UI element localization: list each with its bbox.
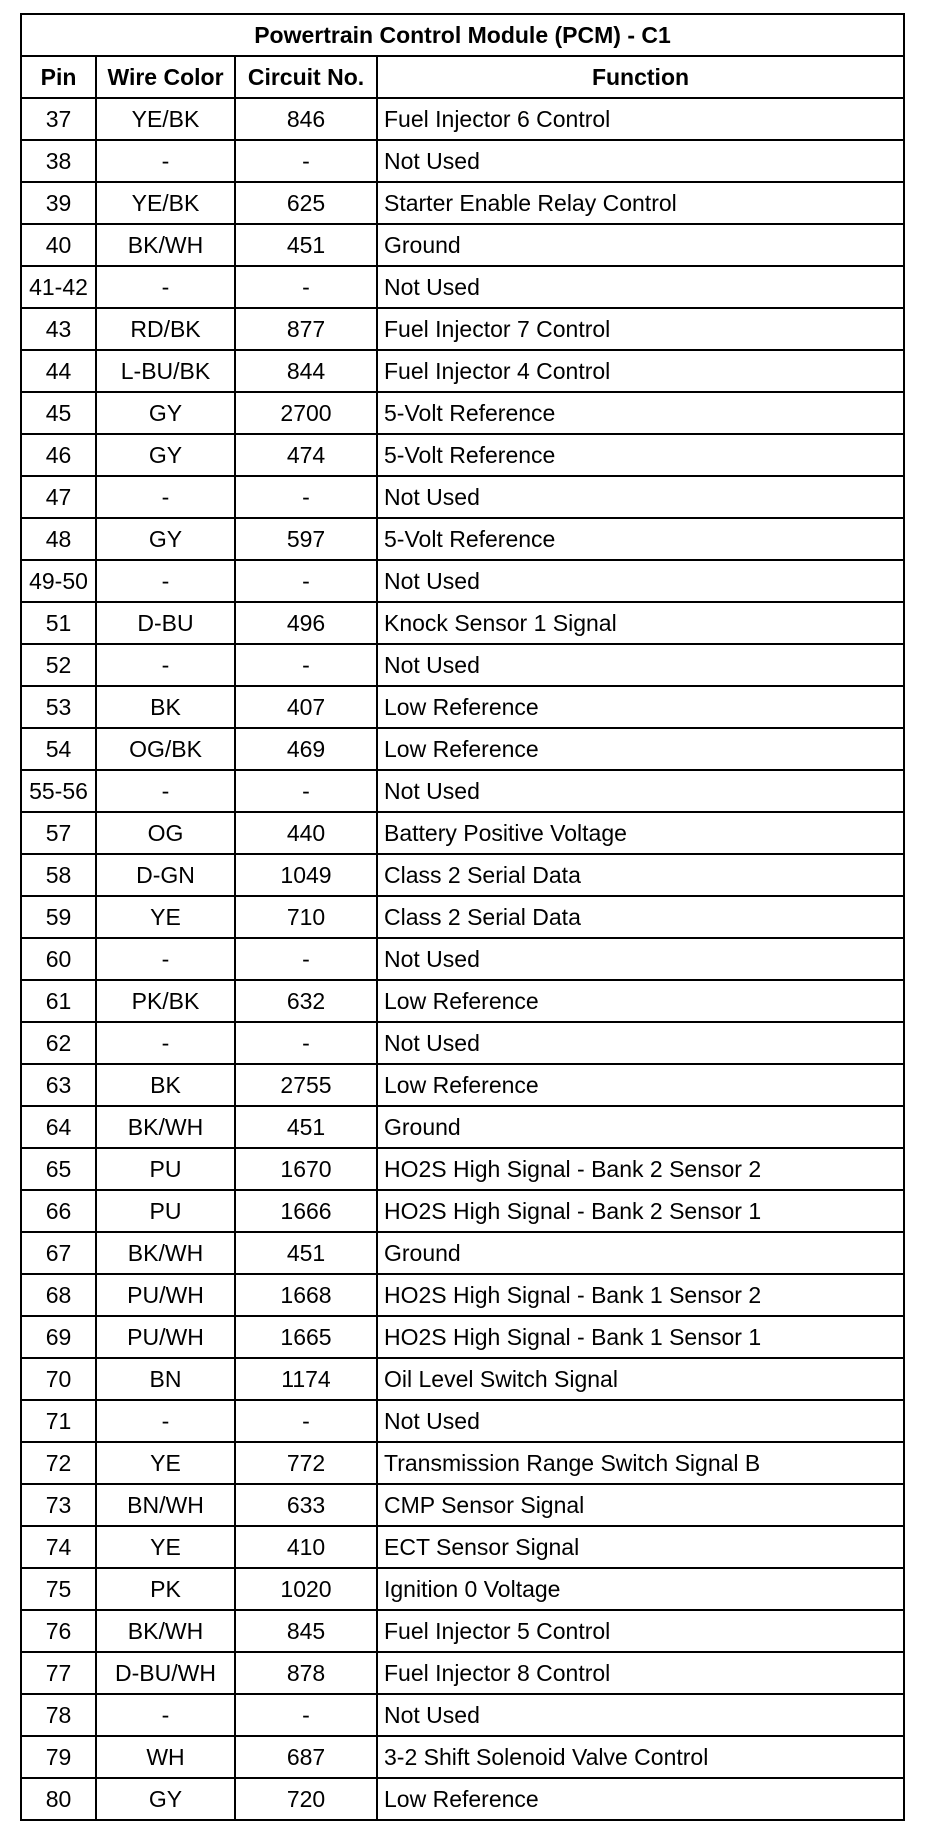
circuit-no-cell: 772: [235, 1442, 377, 1484]
circuit-no-cell: 440: [235, 812, 377, 854]
function-cell: Class 2 Serial Data: [377, 854, 904, 896]
pin-cell: 49-50: [21, 560, 96, 602]
pin-cell: 39: [21, 182, 96, 224]
circuit-no-cell: -: [235, 1400, 377, 1442]
function-cell: 5-Volt Reference: [377, 392, 904, 434]
header-row: [21, 56, 904, 98]
table-row: [21, 1610, 904, 1652]
wire-color-cell: -: [96, 140, 235, 182]
table-row: [21, 266, 904, 308]
wire-color-cell: OG: [96, 812, 235, 854]
circuit-no-cell: 496: [235, 602, 377, 644]
table-row: [21, 1316, 904, 1358]
header-circuit-no: Circuit No.: [235, 56, 377, 98]
pin-cell: 59: [21, 896, 96, 938]
pin-cell: 62: [21, 1022, 96, 1064]
wire-color-cell: -: [96, 266, 235, 308]
wire-color-cell: PK/BK: [96, 980, 235, 1022]
wire-color-cell: -: [96, 938, 235, 980]
title-row: [21, 14, 904, 56]
wire-color-cell: BK/WH: [96, 1106, 235, 1148]
pin-cell: 67: [21, 1232, 96, 1274]
wire-color-cell: YE: [96, 1526, 235, 1568]
table-row: [21, 434, 904, 476]
header-pin: Pin: [21, 56, 96, 98]
function-cell: Starter Enable Relay Control: [377, 182, 904, 224]
circuit-no-cell: 1174: [235, 1358, 377, 1400]
wire-color-cell: -: [96, 644, 235, 686]
pin-cell: 78: [21, 1694, 96, 1736]
circuit-no-cell: 846: [235, 98, 377, 140]
header-function: Function: [377, 56, 904, 98]
circuit-no-cell: -: [235, 266, 377, 308]
circuit-no-cell: 469: [235, 728, 377, 770]
table-row: [21, 1694, 904, 1736]
wire-color-cell: -: [96, 1400, 235, 1442]
circuit-no-cell: 625: [235, 182, 377, 224]
pin-cell: 80: [21, 1778, 96, 1820]
function-cell: HO2S High Signal - Bank 2 Sensor 2: [377, 1148, 904, 1190]
circuit-no-cell: 1668: [235, 1274, 377, 1316]
table-row: [21, 560, 904, 602]
function-cell: Fuel Injector 6 Control: [377, 98, 904, 140]
pin-cell: 53: [21, 686, 96, 728]
function-cell: Ignition 0 Voltage: [377, 1568, 904, 1610]
table-row: [21, 1526, 904, 1568]
pin-cell: 61: [21, 980, 96, 1022]
circuit-no-cell: -: [235, 644, 377, 686]
pin-cell: 51: [21, 602, 96, 644]
function-cell: Not Used: [377, 938, 904, 980]
circuit-no-cell: -: [235, 1022, 377, 1064]
wire-color-cell: GY: [96, 1778, 235, 1820]
table-row: [21, 854, 904, 896]
function-cell: Knock Sensor 1 Signal: [377, 602, 904, 644]
circuit-no-cell: 451: [235, 1106, 377, 1148]
circuit-no-cell: 878: [235, 1652, 377, 1694]
circuit-no-cell: 1020: [235, 1568, 377, 1610]
table-row: [21, 1274, 904, 1316]
wire-color-cell: WH: [96, 1736, 235, 1778]
wire-color-cell: -: [96, 770, 235, 812]
pin-cell: 64: [21, 1106, 96, 1148]
circuit-no-cell: 1670: [235, 1148, 377, 1190]
pin-cell: 66: [21, 1190, 96, 1232]
wire-color-cell: YE: [96, 1442, 235, 1484]
pin-cell: 68: [21, 1274, 96, 1316]
wire-color-cell: -: [96, 476, 235, 518]
function-cell: Battery Positive Voltage: [377, 812, 904, 854]
pin-cell: 70: [21, 1358, 96, 1400]
table-row: [21, 1106, 904, 1148]
function-cell: Oil Level Switch Signal: [377, 1358, 904, 1400]
circuit-no-cell: -: [235, 1694, 377, 1736]
pin-cell: 58: [21, 854, 96, 896]
circuit-no-cell: 451: [235, 1232, 377, 1274]
wire-color-cell: RD/BK: [96, 308, 235, 350]
wire-color-cell: YE/BK: [96, 182, 235, 224]
function-cell: Ground: [377, 224, 904, 266]
circuit-no-cell: -: [235, 770, 377, 812]
function-cell: Not Used: [377, 476, 904, 518]
table-row: [21, 350, 904, 392]
function-cell: Not Used: [377, 1400, 904, 1442]
wire-color-cell: PK: [96, 1568, 235, 1610]
table-row: [21, 812, 904, 854]
function-cell: Not Used: [377, 770, 904, 812]
circuit-no-cell: 1665: [235, 1316, 377, 1358]
circuit-no-cell: 1049: [235, 854, 377, 896]
table-row: [21, 1484, 904, 1526]
table-title: Powertrain Control Module (PCM) - C1: [21, 14, 904, 56]
circuit-no-cell: 407: [235, 686, 377, 728]
pin-cell: 37: [21, 98, 96, 140]
wire-color-cell: BK/WH: [96, 1232, 235, 1274]
wire-color-cell: GY: [96, 392, 235, 434]
wire-color-cell: PU: [96, 1190, 235, 1232]
wire-color-cell: YE/BK: [96, 98, 235, 140]
wire-color-cell: D-BU/WH: [96, 1652, 235, 1694]
wire-color-cell: -: [96, 1022, 235, 1064]
pin-cell: 38: [21, 140, 96, 182]
table-row: [21, 1148, 904, 1190]
circuit-no-cell: 1666: [235, 1190, 377, 1232]
circuit-no-cell: 720: [235, 1778, 377, 1820]
pin-cell: 75: [21, 1568, 96, 1610]
wire-color-cell: YE: [96, 896, 235, 938]
circuit-no-cell: 2700: [235, 392, 377, 434]
function-cell: Low Reference: [377, 1778, 904, 1820]
table-row: [21, 182, 904, 224]
table-row: [21, 518, 904, 560]
pin-cell: 46: [21, 434, 96, 476]
wire-color-cell: BN/WH: [96, 1484, 235, 1526]
wire-color-cell: BK/WH: [96, 1610, 235, 1652]
function-cell: Fuel Injector 8 Control: [377, 1652, 904, 1694]
wire-color-cell: -: [96, 560, 235, 602]
function-cell: Low Reference: [377, 728, 904, 770]
wire-color-cell: L-BU/BK: [96, 350, 235, 392]
circuit-no-cell: 597: [235, 518, 377, 560]
table-row: [21, 1232, 904, 1274]
table-row: [21, 1064, 904, 1106]
circuit-no-cell: 633: [235, 1484, 377, 1526]
pin-cell: 40: [21, 224, 96, 266]
table-row: [21, 980, 904, 1022]
circuit-no-cell: -: [235, 476, 377, 518]
circuit-no-cell: -: [235, 938, 377, 980]
table-row: [21, 1442, 904, 1484]
table-row: [21, 1022, 904, 1064]
pin-cell: 45: [21, 392, 96, 434]
table-row: [21, 224, 904, 266]
wire-color-cell: OG/BK: [96, 728, 235, 770]
circuit-no-cell: -: [235, 140, 377, 182]
function-cell: Fuel Injector 7 Control: [377, 308, 904, 350]
pcm-connector-table: [20, 13, 905, 1821]
function-cell: HO2S High Signal - Bank 2 Sensor 1: [377, 1190, 904, 1232]
circuit-no-cell: 632: [235, 980, 377, 1022]
table-row: [21, 98, 904, 140]
table-row: [21, 602, 904, 644]
function-cell: Not Used: [377, 1022, 904, 1064]
pin-cell: 52: [21, 644, 96, 686]
function-cell: Class 2 Serial Data: [377, 896, 904, 938]
function-cell: Fuel Injector 5 Control: [377, 1610, 904, 1652]
wire-color-cell: BK: [96, 1064, 235, 1106]
pin-cell: 55-56: [21, 770, 96, 812]
function-cell: Not Used: [377, 560, 904, 602]
wire-color-cell: BN: [96, 1358, 235, 1400]
pin-cell: 57: [21, 812, 96, 854]
function-cell: ECT Sensor Signal: [377, 1526, 904, 1568]
pin-cell: 71: [21, 1400, 96, 1442]
pin-cell: 43: [21, 308, 96, 350]
pin-cell: 54: [21, 728, 96, 770]
pin-cell: 72: [21, 1442, 96, 1484]
circuit-no-cell: -: [235, 560, 377, 602]
header-wire-color: Wire Color: [96, 56, 235, 98]
function-cell: Ground: [377, 1232, 904, 1274]
table-body: [21, 98, 904, 1820]
function-cell: Low Reference: [377, 980, 904, 1022]
table-row: [21, 1736, 904, 1778]
circuit-no-cell: 474: [235, 434, 377, 476]
function-cell: HO2S High Signal - Bank 1 Sensor 2: [377, 1274, 904, 1316]
circuit-no-cell: 2755: [235, 1064, 377, 1106]
table-row: [21, 140, 904, 182]
circuit-no-cell: 844: [235, 350, 377, 392]
pin-cell: 69: [21, 1316, 96, 1358]
pin-cell: 60: [21, 938, 96, 980]
pin-cell: 41-42: [21, 266, 96, 308]
table-row: [21, 476, 904, 518]
pin-cell: 77: [21, 1652, 96, 1694]
table-row: [21, 308, 904, 350]
pin-cell: 47: [21, 476, 96, 518]
wire-color-cell: GY: [96, 518, 235, 560]
wire-color-cell: PU/WH: [96, 1316, 235, 1358]
function-cell: Low Reference: [377, 686, 904, 728]
wire-color-cell: PU: [96, 1148, 235, 1190]
table-row: [21, 1358, 904, 1400]
function-cell: Not Used: [377, 644, 904, 686]
table-row: [21, 686, 904, 728]
wire-color-cell: -: [96, 1694, 235, 1736]
pin-cell: 65: [21, 1148, 96, 1190]
function-cell: HO2S High Signal - Bank 1 Sensor 1: [377, 1316, 904, 1358]
table-row: [21, 896, 904, 938]
pin-cell: 76: [21, 1610, 96, 1652]
table-row: [21, 728, 904, 770]
circuit-no-cell: 710: [235, 896, 377, 938]
function-cell: 3-2 Shift Solenoid Valve Control: [377, 1736, 904, 1778]
table-row: [21, 938, 904, 980]
wire-color-cell: D-GN: [96, 854, 235, 896]
table-row: [21, 1778, 904, 1820]
circuit-no-cell: 451: [235, 224, 377, 266]
pin-cell: 44: [21, 350, 96, 392]
pin-cell: 74: [21, 1526, 96, 1568]
table-row: [21, 1400, 904, 1442]
wire-color-cell: D-BU: [96, 602, 235, 644]
function-cell: Not Used: [377, 266, 904, 308]
function-cell: 5-Volt Reference: [377, 518, 904, 560]
circuit-no-cell: 687: [235, 1736, 377, 1778]
function-cell: 5-Volt Reference: [377, 434, 904, 476]
wire-color-cell: BK/WH: [96, 224, 235, 266]
circuit-no-cell: 877: [235, 308, 377, 350]
table-row: [21, 770, 904, 812]
table-row: [21, 392, 904, 434]
circuit-no-cell: 845: [235, 1610, 377, 1652]
wire-color-cell: PU/WH: [96, 1274, 235, 1316]
wire-color-cell: BK: [96, 686, 235, 728]
pin-cell: 48: [21, 518, 96, 560]
function-cell: CMP Sensor Signal: [377, 1484, 904, 1526]
function-cell: Transmission Range Switch Signal B: [377, 1442, 904, 1484]
function-cell: Fuel Injector 4 Control: [377, 350, 904, 392]
function-cell: Ground: [377, 1106, 904, 1148]
function-cell: Not Used: [377, 140, 904, 182]
pin-cell: 79: [21, 1736, 96, 1778]
pin-cell: 73: [21, 1484, 96, 1526]
table-row: [21, 1652, 904, 1694]
pin-cell: 63: [21, 1064, 96, 1106]
function-cell: Low Reference: [377, 1064, 904, 1106]
wire-color-cell: GY: [96, 434, 235, 476]
table-row: [21, 1190, 904, 1232]
table-row: [21, 1568, 904, 1610]
table-row: [21, 644, 904, 686]
circuit-no-cell: 410: [235, 1526, 377, 1568]
function-cell: Not Used: [377, 1694, 904, 1736]
